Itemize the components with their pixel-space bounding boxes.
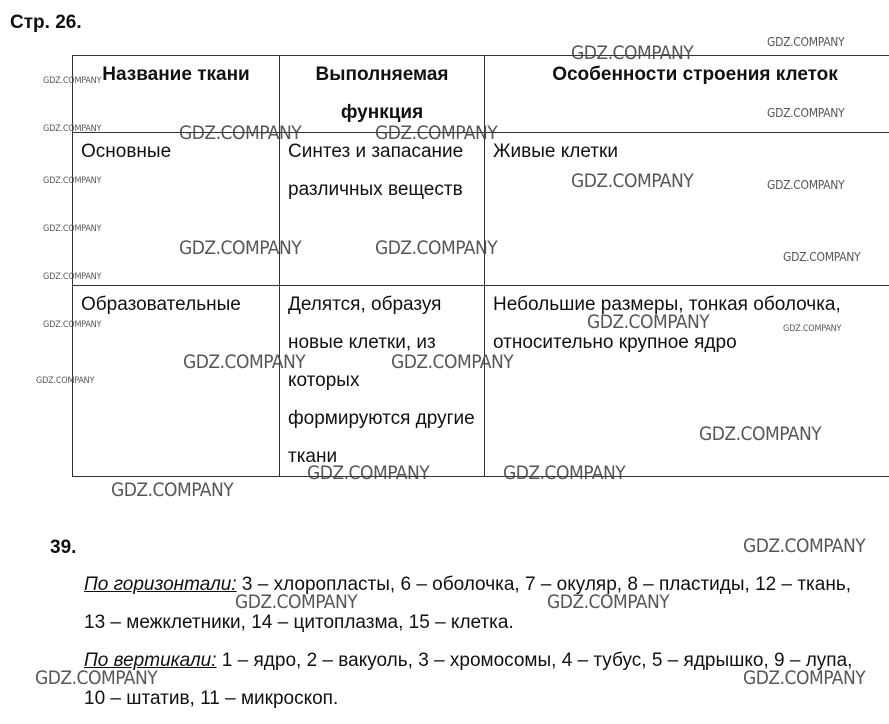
watermark: GDZ.COMPANY xyxy=(43,272,102,282)
table-header-row xyxy=(73,56,889,133)
watermark: GDZ.COMPANY xyxy=(43,320,102,330)
watermark: GDZ.COMPANY xyxy=(783,324,842,334)
watermark: GDZ.COMPANY xyxy=(43,176,102,186)
watermark: GDZ.COMPANY xyxy=(183,351,306,373)
watermark: GDZ.COMPANY xyxy=(743,667,866,689)
header-tissue-name: Название ткани xyxy=(73,56,280,133)
watermark: GDZ.COMPANY xyxy=(743,535,866,557)
horizontal-text: 3 – хлоропласты, 6 – оболочка, 7 – окуляр, 8 – пластиды, 12 – ткань, 13 – межклетники, 14 – цитоплазма, 15 – клетка. xyxy=(84,574,852,633)
watermark: GDZ.COMPANY xyxy=(571,170,694,192)
watermark: GDZ.COMPANY xyxy=(391,351,514,373)
watermark: GDZ.COMPANY xyxy=(375,122,498,144)
cell-structure: Живые клетки xyxy=(485,133,889,286)
watermark: GDZ.COMPANY xyxy=(547,591,670,613)
watermark: GDZ.COMPANY xyxy=(179,122,302,144)
watermark: GDZ.COMPANY xyxy=(36,376,95,386)
watermark: GDZ.COMPANY xyxy=(767,178,845,192)
watermark: GDZ.COMPANY xyxy=(767,106,845,120)
watermark: GDZ.COMPANY xyxy=(699,423,822,445)
table-row xyxy=(73,133,889,286)
answer-horizontal xyxy=(84,566,874,642)
watermark: GDZ.COMPANY xyxy=(571,42,694,64)
vertical-text: 1 – ядро, 2 – вакуоль, 3 – хромосомы, 4 – тубус, 5 – ядрышко, 9 – лупа, 10 – штатив, 11 – микроскоп. xyxy=(84,650,853,709)
header-function: Выполняемая функция xyxy=(280,56,485,133)
watermark: GDZ.COMPANY xyxy=(179,237,302,259)
watermark: GDZ.COMPANY xyxy=(43,76,102,86)
cell-function: Делятся, образуя новые клетки, из которых формируются другие ткани xyxy=(280,286,485,477)
cell-tissue-name: Основные xyxy=(73,133,280,286)
cell-structure: Небольшие размеры, тонкая оболочка, относительно крупное ядро xyxy=(485,286,889,477)
cell-function: Синтез и запасание различных веществ xyxy=(280,133,485,286)
table-row xyxy=(73,286,889,477)
watermark: GDZ.COMPANY xyxy=(503,462,626,484)
watermark: GDZ.COMPANY xyxy=(307,462,430,484)
watermark: GDZ.COMPANY xyxy=(587,311,710,333)
header-cell-structure: Особенности строения клеток xyxy=(485,56,889,133)
watermark: GDZ.COMPANY xyxy=(767,35,845,49)
watermark: GDZ.COMPANY xyxy=(235,591,358,613)
watermark: GDZ.COMPANY xyxy=(783,250,861,264)
watermark: GDZ.COMPANY xyxy=(111,479,234,501)
watermark: GDZ.COMPANY xyxy=(35,667,158,689)
task-number: 39. xyxy=(50,537,77,558)
watermark: GDZ.COMPANY xyxy=(43,224,102,234)
watermark: GDZ.COMPANY xyxy=(375,237,498,259)
horizontal-label: По горизонтали: xyxy=(84,574,237,595)
cell-tissue-name: Образовательные xyxy=(73,286,280,477)
watermark: GDZ.COMPANY xyxy=(43,124,102,134)
page-header: Стр. 26. xyxy=(10,12,82,33)
vertical-label: По вертикали: xyxy=(84,650,217,671)
